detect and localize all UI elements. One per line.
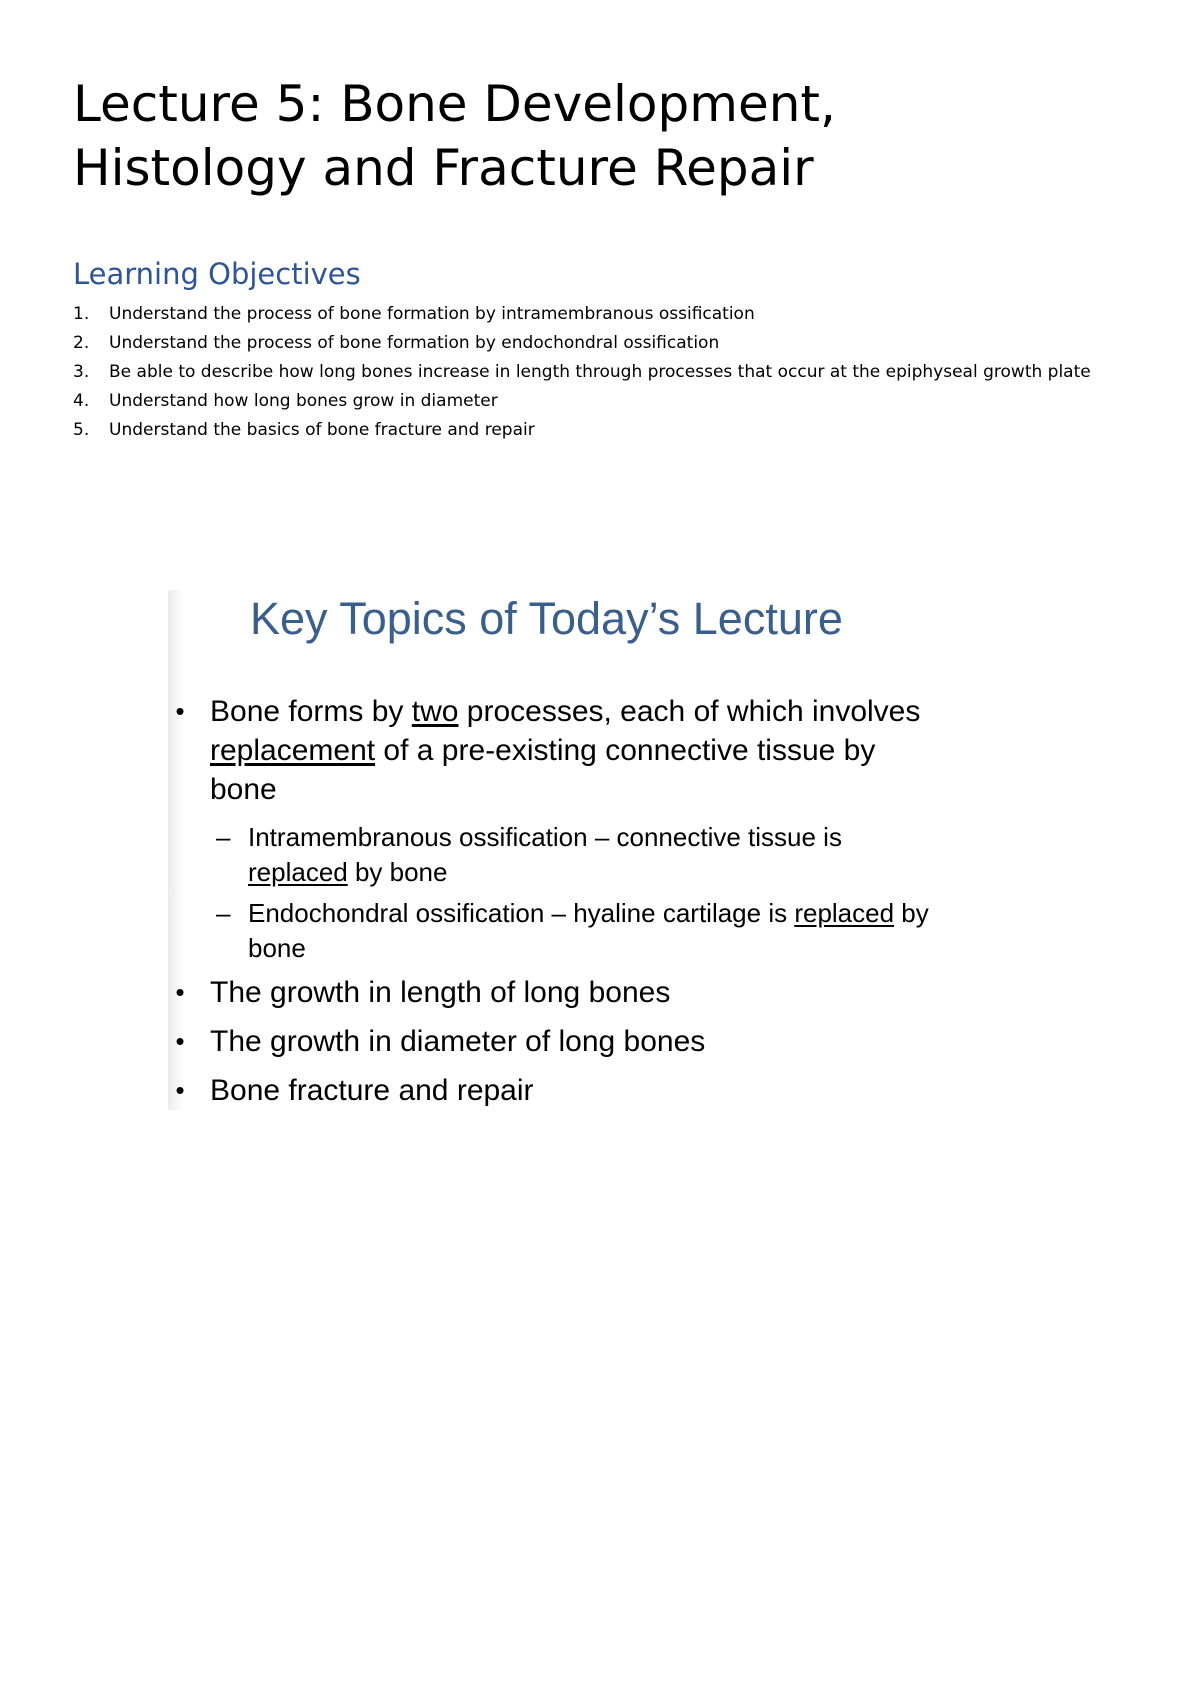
slide-bullet-growth-length bbox=[175, 973, 950, 1012]
subbullet-text: Intramembranous ossification – connective tissue is bbox=[248, 822, 842, 852]
subbullet-tail: by bone bbox=[347, 857, 448, 887]
objective-text: Be able to describe how long bones increase in length through processes that occur at the epiphyseal growth plate bbox=[109, 362, 1091, 382]
slide-bullet-growth-diameter bbox=[175, 1022, 950, 1061]
objective-text: Understand the process of bone formation by intramembranous ossification bbox=[109, 304, 755, 324]
objective-item bbox=[73, 358, 1123, 387]
objective-number: 5. bbox=[73, 420, 90, 440]
objective-text: Understand the basics of bone fracture and repair bbox=[109, 420, 535, 440]
slide-subbullet-endochondral bbox=[216, 896, 948, 966]
slide-title: Key Topics of Today’s Lecture bbox=[250, 593, 843, 644]
dash-glyph: – bbox=[216, 898, 231, 928]
bullet-text-part: Bone forms by bbox=[210, 695, 412, 728]
objective-item bbox=[73, 416, 1123, 445]
underlined-word-replaced: replaced bbox=[248, 857, 348, 887]
embedded-slide-image bbox=[168, 590, 988, 1110]
document-title-line-2: Histology and Fracture Repair bbox=[73, 139, 814, 197]
slide-bullet-bone-forms bbox=[175, 692, 950, 809]
bullet-glyph: • bbox=[175, 1075, 185, 1105]
underlined-word-two: two bbox=[411, 695, 459, 728]
bullet-text: The growth in length of long bones bbox=[210, 976, 671, 1009]
subbullet-tail: by bone bbox=[248, 898, 929, 963]
bullet-text-part: processes, each of which involves bbox=[458, 695, 921, 728]
slide-bullet-fracture-repair bbox=[175, 1071, 950, 1110]
objective-text: Understand how long bones grow in diameter bbox=[109, 391, 498, 411]
objective-item bbox=[73, 300, 1123, 329]
bullet-text-part: of a pre-existing connective tissue by bone bbox=[210, 734, 876, 806]
bullet-text: The growth in diameter of long bones bbox=[210, 1025, 706, 1058]
objective-number: 3. bbox=[73, 362, 90, 382]
objective-item bbox=[73, 387, 1123, 416]
learning-objectives-heading: Learning Objectives bbox=[73, 257, 361, 291]
bullet-glyph: • bbox=[175, 1026, 185, 1056]
bullet-glyph: • bbox=[175, 977, 185, 1007]
objective-number: 2. bbox=[73, 333, 90, 353]
underlined-word-replaced: replaced bbox=[794, 898, 895, 928]
dash-glyph: – bbox=[216, 822, 231, 852]
slide-subbullet-intramembranous bbox=[216, 820, 948, 890]
bullet-text: Bone fracture and repair bbox=[210, 1074, 534, 1107]
subbullet-text: Endochondral ossification – hyaline cartilage is bbox=[248, 898, 795, 928]
document-title bbox=[73, 72, 1133, 200]
learning-objectives-list bbox=[73, 300, 1123, 445]
document-title-line-1: Lecture 5: Bone Development, bbox=[73, 75, 836, 133]
objective-number: 4. bbox=[73, 391, 90, 411]
bullet-glyph: • bbox=[175, 696, 185, 726]
objective-text: Understand the process of bone formation by endochondral ossification bbox=[109, 333, 720, 353]
underlined-word-replacement: replacement bbox=[210, 734, 376, 767]
objective-number: 1. bbox=[73, 304, 90, 324]
objective-item bbox=[73, 329, 1123, 358]
